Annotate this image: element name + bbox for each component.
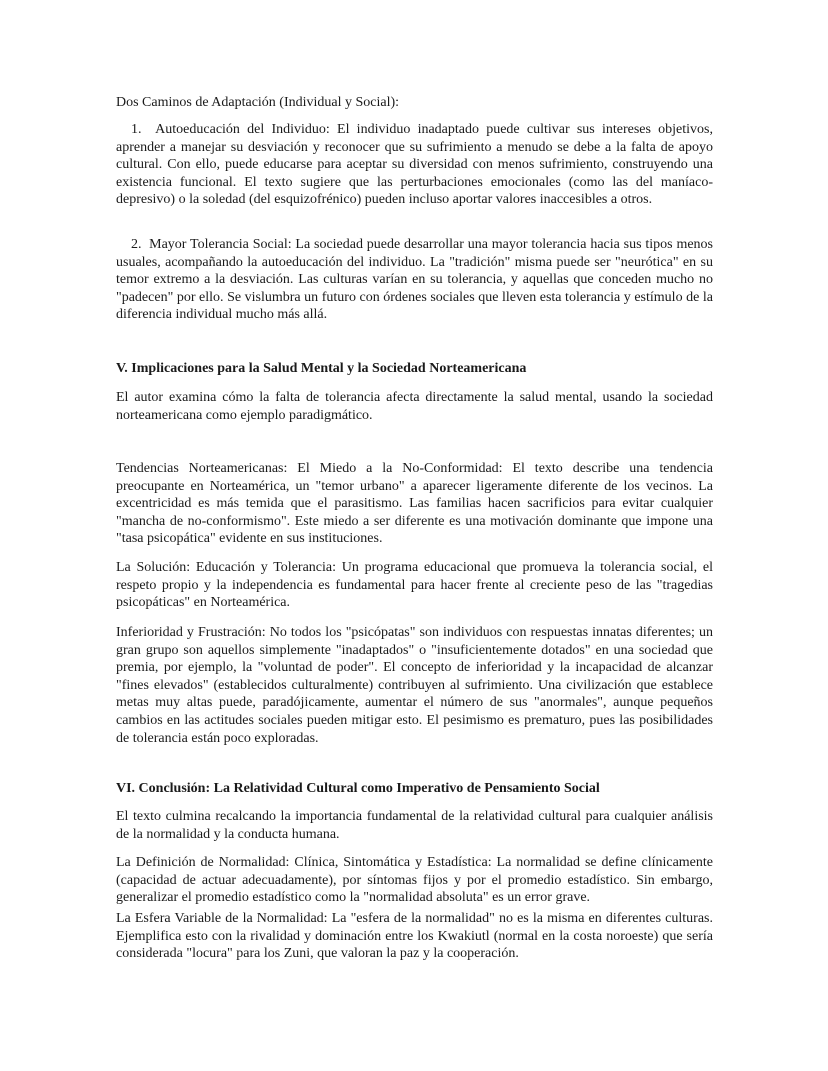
list-item (116, 121, 713, 209)
section-heading: VI. Conclusión: La Relatividad Cultural como Imperativo de Pensamiento Social (116, 781, 600, 796)
section-heading: V. Implicaciones para la Salud Mental y la Sociedad Norteamericana (116, 361, 527, 376)
paragraph: La Esfera Variable de la Normalidad: La "esfera de la normalidad" no es la misma en diferentes culturas. Ejemplifica esto con la rivalidad y dominación entre los Kwakiutl (normal en la costa noroeste) que sería considerada "locura" para los Zuni, que valoran la paz y la cooperación. (116, 911, 713, 962)
intro-label: Dos Caminos de Adaptación (Individual y Social): (116, 95, 400, 110)
list-item (116, 236, 713, 324)
paragraph: La Definición de Normalidad: Clínica, Sintomática y Estadística: La normalidad se define clínicamente (capacidad de actuar adecuadamente), por síntomas fijos y por el promedio estadístico. Sin embargo, generalizar el promedio estadístico como la "normalidad absoluta" es un error grave. (116, 855, 713, 906)
paragraph: La Solución: Educación y Tolerancia: Un programa educacional que promueva la tolerancia social, el respeto propio y la independencia es fundamental para hacer frente al creciente peso de las "tragedias psicopáticas" en Norteamérica. (116, 560, 713, 611)
paragraph: El autor examina cómo la falta de tolerancia afecta directamente la salud mental, usando la sociedad norteamericana como ejemplo paradigmático. (116, 390, 713, 423)
paragraph: El texto culmina recalcando la importancia fundamental de la relatividad cultural para cualquier análisis de la normalidad y la conducta humana. (116, 809, 713, 842)
paragraph: Inferioridad y Frustración: No todos los "psicópatas" son individuos con respuestas innatas diferentes; un gran grupo son aquellos simplemente "inadaptados" o "insuficientemente dotados" en una sociedad que premia, por ejemplo, la "voluntad de poder". El concepto de inferioridad y la incapacidad de alcanzar "fines elevados" (establecidos culturalmente) contribuyen al sufrimiento. Una civilización que establece metas muy altas puede, paradójicamente, aumentar el número de sus "anormales", aunque pequeños cambios en las actitudes sociales pueden mitigar esto. El pesimismo es prematuro, pues las posibilidades de tolerancia están poco exploradas. (116, 625, 713, 746)
paragraph: Tendencias Norteamericanas: El Miedo a la No-Conformidad: El texto describe una tendencia preocupante en Norteamérica, un "temor urbano" a aparecer ligeramente diferente de los vecinos. La excentricidad es más temida que el parasitismo. Las familias hacen sacrificios para evitar cualquier "mancha de no-conformismo". Este miedo a ser diferente es una motivación dominante que impone una "tasa psicopática" evidente en sus instituciones. (116, 461, 713, 547)
list-text: Autoeducación del Individuo: El individuo inadaptado puede cultivar sus intereses objetivos, aprender a manejar su desviación y reconocer que su sufrimiento a menudo se debe a la falta de apoyo cultural. Con ello, puede educarse para aceptar su diversidad con menos sufrimiento, construyendo una existencia funcional. El texto sugiere que las perturbaciones emocionales (como las del maníaco-depresivo) o la soledad (del esquizofrénico) pueden incluso aportar valores inaccesibles a otros. (116, 122, 713, 208)
list-text: Mayor Tolerancia Social: La sociedad puede desarrollar una mayor tolerancia hacia sus tipos menos usuales, acompañando la autoeducación del individuo. La "tradición" misma puede ser "neurótica" en su temor extremo a la desviación. Las culturas varían en su tolerancia, y aquellas que conceden mucho no "padecen" por ello. Se vislumbra un futuro con órdenes sociales que lleven esta tolerancia y estímulo de la diferencia individual mucho más allá. (116, 237, 713, 323)
list-number: 2. (131, 237, 142, 252)
list-number: 1. (131, 122, 142, 137)
